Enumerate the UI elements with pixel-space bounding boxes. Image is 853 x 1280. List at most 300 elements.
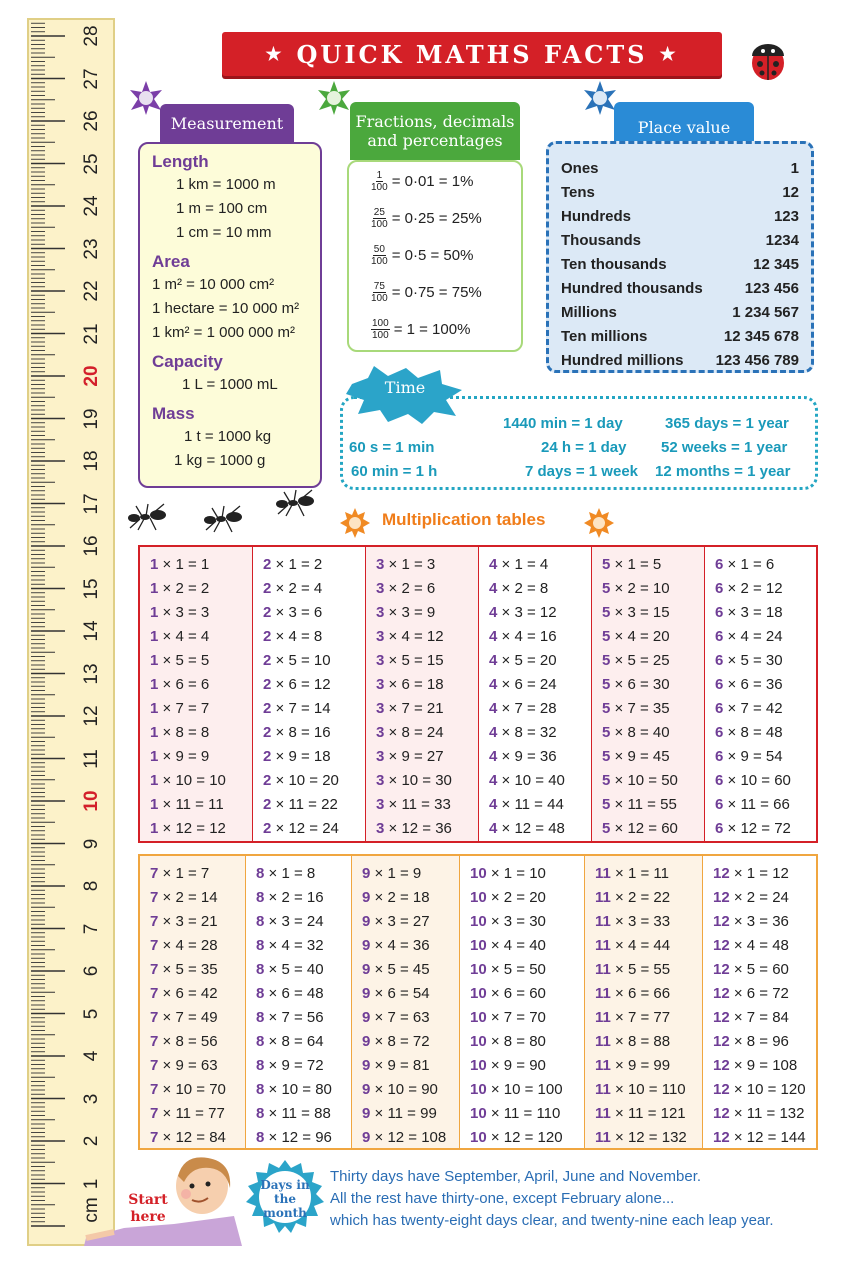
times-factor: 8: [256, 1129, 265, 1146]
times-fact: [246, 1126, 351, 1150]
times-factor: 3: [376, 724, 385, 741]
times-factor: 12: [713, 1129, 730, 1146]
poem-line-3: which has twenty-eight days clear, and twenty-nine each leap year.: [330, 1212, 774, 1229]
times-factor: 1: [150, 796, 159, 813]
times-factor: 4: [489, 724, 498, 741]
times-fact: [460, 1030, 584, 1054]
measurement-heading: Mass: [152, 404, 195, 423]
times-factor: 8: [256, 1081, 265, 1098]
times-result: × 11 = 77: [158, 1105, 225, 1122]
times-result: × 11 = 44: [497, 796, 564, 813]
place-value-name: Millions: [561, 304, 617, 321]
place-value-row: [561, 352, 799, 369]
times-fact: [585, 1126, 702, 1150]
times-fact: [366, 697, 478, 721]
times-factor: 2: [263, 796, 272, 813]
times-factor: 2: [263, 580, 272, 597]
times-fact: [352, 862, 459, 886]
times-factor: 11: [595, 937, 611, 954]
times-result: × 7 = 77: [610, 1009, 671, 1026]
place-value-tab: Place value: [614, 102, 754, 144]
times-factor: 2: [263, 652, 272, 669]
times-result: × 6 = 36: [723, 676, 783, 693]
times-result: × 8 = 96: [729, 1033, 789, 1050]
times-factor: 10: [470, 1009, 487, 1026]
times-fact: [703, 862, 816, 886]
times-result: × 10 = 30: [384, 772, 452, 789]
times-factor: 6: [715, 796, 724, 813]
times-result: × 11 = 132: [729, 1105, 805, 1122]
flower-icon: [128, 80, 164, 116]
times-fact: [479, 769, 591, 793]
times-fact: [705, 697, 816, 721]
times-result: × 6 = 54: [370, 985, 430, 1002]
times-result: × 11 = 22: [271, 796, 338, 813]
measurement-line: 1 t = 1000 kg: [184, 428, 272, 445]
times-result: × 2 = 6: [384, 580, 436, 597]
times-result: × 9 = 18: [271, 748, 331, 765]
sun-icon: [584, 508, 614, 538]
times-result: × 4 = 28: [158, 937, 218, 954]
title-banner: [222, 32, 722, 76]
times-fact: [703, 910, 816, 934]
times-fact: [140, 982, 245, 1006]
times-factor: 4: [489, 700, 498, 717]
times-factor: 5: [602, 748, 611, 765]
times-fact: [246, 1030, 351, 1054]
times-factor: 2: [263, 772, 272, 789]
times-result: × 8 = 80: [486, 1033, 546, 1050]
times-factor: 4: [489, 676, 498, 693]
times-fact: [592, 553, 704, 577]
times-result: × 3 = 21: [158, 913, 218, 930]
times-result: × 5 = 10: [271, 652, 331, 669]
poem-line-2: All the rest have thirty-one, except February alone...: [330, 1190, 675, 1207]
ruler-number: 20: [81, 365, 102, 387]
times-table-12: [703, 856, 816, 1148]
fraction-denominator: 100: [371, 182, 388, 193]
times-fact: [140, 793, 252, 817]
times-result: × 12 = 12: [158, 820, 226, 837]
ruler-number: 13: [81, 662, 102, 685]
times-fact: [140, 745, 252, 769]
fraction: [371, 207, 388, 230]
times-factor: 7: [150, 1057, 159, 1074]
times-factor: 12: [713, 1081, 730, 1098]
times-fact: [140, 1030, 245, 1054]
times-fact: [479, 577, 591, 601]
place-value-row: [561, 328, 799, 345]
times-fact: [479, 721, 591, 745]
time-fact: 52 weeks = 1 year: [661, 439, 788, 456]
times-table-6: [705, 547, 816, 841]
times-fact: [140, 601, 252, 625]
times-fact: [140, 1102, 245, 1126]
times-factor: 11: [595, 1033, 611, 1050]
times-fact: [253, 625, 365, 649]
times-factor: 10: [470, 937, 487, 954]
times-factor: 4: [489, 652, 498, 669]
measurement-heading: Area: [152, 252, 190, 271]
fraction-equivalent: = 0·01 = 1%: [391, 173, 474, 190]
times-factor: 9: [362, 1057, 371, 1074]
times-fact: [585, 934, 702, 958]
times-result: × 7 = 7: [158, 700, 210, 717]
place-value-number: 12: [782, 184, 799, 201]
times-factor: 1: [150, 748, 159, 765]
times-result: × 4 = 24: [723, 628, 783, 645]
times-result: × 12 = 60: [610, 820, 678, 837]
fractions-tab-line1: Fractions, decimals: [355, 112, 515, 131]
times-factor: 12: [713, 1009, 730, 1026]
times-factor: 5: [602, 580, 611, 597]
times-fact: [246, 910, 351, 934]
times-result: × 7 = 70: [486, 1009, 546, 1026]
times-factor: 10: [470, 913, 487, 930]
times-result: × 2 = 10: [610, 580, 670, 597]
times-factor: 5: [602, 724, 611, 741]
place-value-name: Tens: [561, 184, 595, 201]
times-factor: 9: [362, 1081, 371, 1098]
place-value-number: 12 345: [753, 256, 799, 273]
times-fact: [140, 649, 252, 673]
times-result: × 3 = 12: [497, 604, 557, 621]
times-result: × 12 = 24: [271, 820, 339, 837]
times-result: × 11 = 66: [723, 796, 790, 813]
times-fact: [352, 1078, 459, 1102]
times-factor: 11: [595, 1057, 611, 1074]
times-result: × 1 = 6: [723, 556, 775, 573]
times-fact: [253, 553, 365, 577]
times-factor: 8: [256, 889, 265, 906]
times-fact: [352, 958, 459, 982]
times-fact: [366, 769, 478, 793]
times-result: × 8 = 56: [158, 1033, 218, 1050]
times-result: × 9 = 99: [610, 1057, 671, 1074]
times-fact: [705, 577, 816, 601]
times-factor: 4: [489, 604, 498, 621]
times-factor: 3: [376, 604, 385, 621]
times-result: × 10 = 60: [723, 772, 791, 789]
times-result: × 5 = 30: [723, 652, 783, 669]
times-factor: 4: [489, 772, 498, 789]
times-result: × 10 = 20: [271, 772, 339, 789]
times-result: × 9 = 90: [486, 1057, 546, 1074]
times-factor: 5: [602, 676, 611, 693]
times-result: × 7 = 84: [729, 1009, 789, 1026]
times-factor: 6: [715, 604, 724, 621]
times-fact: [366, 721, 478, 745]
fraction-equivalent: = 0·5 = 50%: [391, 247, 474, 264]
times-table-11: [585, 856, 703, 1148]
times-result: × 12 = 108: [370, 1129, 447, 1146]
times-result: × 9 = 27: [384, 748, 444, 765]
times-fact: [352, 934, 459, 958]
times-result: × 12 = 48: [497, 820, 565, 837]
measurement-line: 1 L = 1000 mL: [182, 376, 278, 393]
times-factor: 7: [150, 865, 159, 882]
times-factor: 4: [489, 628, 498, 645]
measurement-line: 1 km = 1000 m: [176, 176, 276, 193]
ruler-number: 27: [81, 67, 102, 90]
times-factor: 8: [256, 937, 265, 954]
ruler-number: 22: [81, 280, 102, 302]
times-factor: 9: [362, 961, 371, 978]
times-fact: [460, 862, 584, 886]
times-factor: 2: [263, 748, 272, 765]
time-fact: 24 h = 1 day: [541, 439, 627, 456]
ruler-number: 8: [81, 880, 102, 892]
fraction-equivalent: = 0·25 = 25%: [391, 210, 482, 227]
times-result: × 1 = 7: [158, 865, 210, 882]
times-result: × 1 = 5: [610, 556, 662, 573]
times-factor: 11: [595, 1081, 611, 1098]
place-value-row: [561, 256, 799, 273]
times-fact: [479, 817, 591, 841]
times-factor: 1: [150, 772, 159, 789]
times-result: × 8 = 16: [271, 724, 331, 741]
times-factor: 4: [489, 748, 498, 765]
ant-icon: [124, 500, 170, 534]
place-value-name: Hundreds: [561, 208, 632, 225]
fraction-denominator: 100: [371, 219, 388, 230]
time-label: Time: [384, 378, 426, 397]
times-fact: [366, 553, 478, 577]
times-factor: 5: [602, 604, 611, 621]
times-factor: 12: [713, 913, 730, 930]
times-fact: [140, 1078, 245, 1102]
ruler-number: 16: [81, 535, 102, 557]
times-result: × 5 = 5: [158, 652, 210, 669]
times-fact: [460, 1054, 584, 1078]
ruler-number: 25: [81, 152, 102, 175]
times-result: × 8 = 24: [384, 724, 444, 741]
times-factor: 12: [713, 1105, 730, 1122]
times-factor: 10: [470, 1057, 487, 1074]
fraction-numerator: 1: [376, 170, 383, 181]
times-factor: 3: [376, 580, 385, 597]
times-factor: 6: [715, 820, 724, 837]
times-fact: [460, 1102, 584, 1126]
times-factor: 2: [263, 700, 272, 717]
times-result: × 6 = 12: [271, 676, 331, 693]
times-result: × 6 = 42: [158, 985, 218, 1002]
times-fact: [592, 793, 704, 817]
times-fact: [366, 649, 478, 673]
times-result: × 10 = 120: [729, 1081, 806, 1098]
star-icon: ★: [265, 43, 285, 65]
ruler-number: 3: [81, 1093, 102, 1104]
times-fact: [592, 721, 704, 745]
times-table-10: [460, 856, 585, 1148]
times-result: × 10 = 50: [610, 772, 678, 789]
times-result: × 11 = 33: [384, 796, 451, 813]
times-result: × 3 = 30: [486, 913, 546, 930]
times-fact: [585, 910, 702, 934]
times-fact: [592, 601, 704, 625]
times-result: × 4 = 20: [610, 628, 670, 645]
ruler-number: 5: [81, 1008, 102, 1019]
times-factor: 12: [713, 1033, 730, 1050]
times-fact: [246, 1102, 351, 1126]
times-fact: [140, 958, 245, 982]
times-result: × 9 = 54: [723, 748, 783, 765]
time-fact: 365 days = 1 year: [665, 415, 789, 432]
times-factor: 10: [470, 985, 487, 1002]
times-fact: [585, 1102, 702, 1126]
times-factor: 1: [150, 628, 159, 645]
times-fact: [703, 886, 816, 910]
fraction-equivalent: = 0·75 = 75%: [391, 284, 482, 301]
times-factor: 6: [715, 652, 724, 669]
times-factor: 3: [376, 700, 385, 717]
fraction-numerator: 50: [373, 244, 385, 255]
times-factor: 11: [595, 913, 611, 930]
times-factor: 3: [376, 796, 385, 813]
times-fact: [253, 817, 365, 841]
times-fact: [592, 817, 704, 841]
times-factor: 11: [595, 865, 611, 882]
place-value-row: [561, 232, 799, 249]
times-factor: 10: [470, 889, 487, 906]
times-result: × 2 = 24: [729, 889, 789, 906]
times-fact: [140, 910, 245, 934]
times-fact: [352, 1054, 459, 1078]
ladybird-icon: [748, 36, 788, 82]
times-fact: [592, 577, 704, 601]
times-fact: [479, 601, 591, 625]
times-factor: 2: [263, 676, 272, 693]
times-table-4: [479, 547, 592, 841]
times-fact: [140, 721, 252, 745]
times-fact: [246, 982, 351, 1006]
times-factor: 10: [470, 961, 487, 978]
times-fact: [592, 673, 704, 697]
place-value-row: [561, 280, 799, 297]
times-table-3: [366, 547, 479, 841]
fraction-row: [371, 207, 482, 230]
times-fact: [352, 910, 459, 934]
times-factor: 9: [362, 913, 371, 930]
times-fact: [253, 649, 365, 673]
times-fact: [703, 1078, 816, 1102]
times-result: × 1 = 2: [271, 556, 323, 573]
fraction-row: [371, 170, 473, 193]
times-fact: [366, 817, 478, 841]
times-fact: [705, 793, 816, 817]
times-factor: 1: [150, 724, 159, 741]
place-value-name: Ten thousands: [561, 256, 667, 273]
ruler-number: 10: [81, 790, 102, 812]
times-fact: [253, 769, 365, 793]
times-factor: 6: [715, 700, 724, 717]
times-result: × 3 = 27: [370, 913, 430, 930]
place-value-number: 123 456 789: [715, 352, 799, 369]
times-fact: [140, 1126, 245, 1150]
times-fact: [705, 673, 816, 697]
times-result: × 7 = 56: [264, 1009, 324, 1026]
times-fact: [366, 577, 478, 601]
ruler-unit: cm: [81, 1197, 102, 1223]
times-fact: [140, 625, 252, 649]
times-result: × 11 = 11: [158, 796, 224, 813]
times-factor: 3: [376, 652, 385, 669]
times-factor: 8: [256, 1033, 265, 1050]
times-fact: [585, 1054, 702, 1078]
times-factor: 3: [376, 676, 385, 693]
times-result: × 1 = 12: [729, 865, 789, 882]
ruler-number: 18: [81, 450, 102, 472]
times-fact: [246, 1006, 351, 1030]
fractions-tab: [350, 102, 520, 160]
measurement-line: 1 m² = 10 000 cm²: [152, 276, 275, 293]
ruler-number: 2: [81, 1135, 102, 1147]
times-result: × 4 = 12: [384, 628, 444, 645]
times-factor: 2: [263, 628, 272, 645]
times-result: × 2 = 22: [610, 889, 671, 906]
times-result: × 1 = 3: [384, 556, 436, 573]
ruler-number: 9: [81, 838, 102, 849]
times-fact: [585, 886, 702, 910]
times-fact: [253, 745, 365, 769]
times-factor: 4: [489, 796, 498, 813]
times-result: × 1 = 8: [264, 865, 316, 882]
times-fact: [352, 1030, 459, 1054]
times-factor: 12: [713, 1057, 730, 1074]
times-fact: [703, 958, 816, 982]
times-result: × 12 = 96: [264, 1129, 332, 1146]
times-result: × 2 = 16: [264, 889, 324, 906]
times-factor: 7: [150, 1033, 159, 1050]
times-result: × 12 = 84: [158, 1129, 226, 1146]
times-result: × 7 = 63: [370, 1009, 430, 1026]
fractions-box: [347, 160, 523, 352]
times-result: × 10 = 90: [370, 1081, 438, 1098]
times-fact: [479, 553, 591, 577]
times-result: × 4 = 4: [158, 628, 210, 645]
times-result: × 6 = 48: [264, 985, 324, 1002]
times-fact: [246, 1054, 351, 1078]
times-factor: 6: [715, 724, 724, 741]
times-factor: 11: [595, 961, 611, 978]
times-factor: 4: [489, 820, 498, 837]
times-result: × 5 = 25: [610, 652, 670, 669]
times-factor: 8: [256, 985, 265, 1002]
times-result: × 6 = 6: [158, 676, 210, 693]
times-fact: [592, 769, 704, 793]
ruler-number: 23: [81, 237, 102, 260]
place-value-name: Hundred millions: [561, 352, 684, 369]
times-result: × 12 = 36: [384, 820, 452, 837]
times-result: × 2 = 14: [158, 889, 218, 906]
times-factor: 10: [470, 1033, 487, 1050]
ruler-number: 12: [81, 705, 102, 727]
times-result: × 2 = 18: [370, 889, 430, 906]
times-factor: 10: [470, 1105, 487, 1122]
times-table-8: [246, 856, 352, 1148]
fraction: [371, 281, 388, 304]
time-fact: 1440 min = 1 day: [503, 415, 623, 432]
times-result: × 9 = 9: [158, 748, 210, 765]
times-result: × 11 = 55: [610, 796, 677, 813]
ruler-number: 7: [81, 923, 102, 934]
times-result: × 10 = 100: [486, 1081, 563, 1098]
times-factor: 3: [376, 772, 385, 789]
times-fact: [705, 553, 816, 577]
times-factor: 12: [713, 889, 730, 906]
times-fact: [140, 862, 245, 886]
times-result: × 2 = 2: [158, 580, 210, 597]
